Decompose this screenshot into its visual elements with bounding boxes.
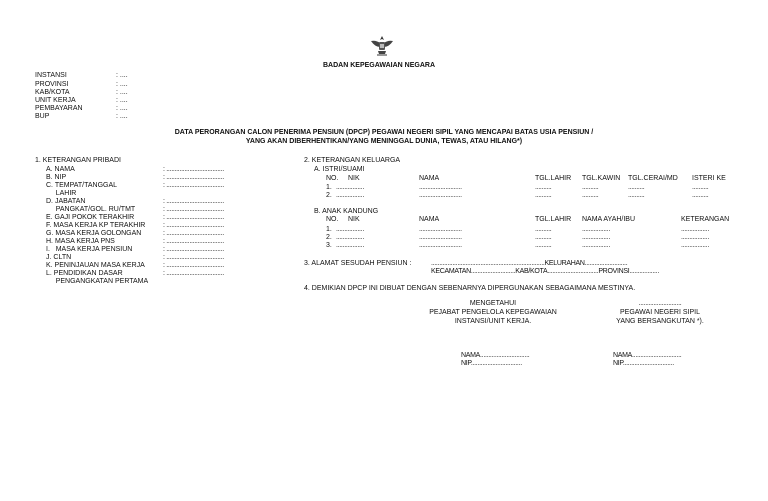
child-row-nik: .................: [336, 242, 364, 249]
info-label-bup: BUP: [35, 113, 50, 120]
sig-left-line2: PEJABAT PENGELOLA KEPEGAWAIAN: [429, 309, 557, 316]
spouse-row-tglcerai: ..........: [628, 184, 645, 191]
personal-value: : ...................................: [163, 166, 224, 173]
personal-value: : ...................................: [163, 206, 224, 213]
personal-value: : ...................................: [163, 270, 224, 277]
garuda-emblem-icon: [369, 33, 395, 59]
personal-value: : ...................................: [163, 246, 224, 253]
children-header-namaayahibu: NAMA AYAH/IBU: [582, 216, 636, 223]
spouse-header-tgllahir: TGL.LAHIR: [535, 175, 572, 182]
children-header-keterangan: KETERANGAN: [681, 216, 730, 223]
sig-left-nip: NIP...............................: [461, 360, 522, 367]
personal-label: G. MASA KERJA GOLONGAN: [46, 230, 142, 237]
spouse-row-nama: ..........................: [419, 192, 462, 199]
personal-value: : ...................................: [163, 174, 224, 181]
children-header-nama: NAMA: [419, 216, 440, 223]
child-row-keterangan: .................: [681, 242, 709, 249]
personal-label: LAHIR: [46, 190, 77, 197]
personal-value: : ...................................: [163, 254, 224, 261]
child-row-no: 2.: [326, 234, 332, 241]
personal-label: F. MASA KERJA KP TERAKHIR: [46, 222, 146, 229]
child-row-nik: .................: [336, 226, 364, 233]
sig-right-line3: YANG BERSANGKUTAN *).: [616, 318, 704, 325]
section2-heading: 2. KETERANGAN KELUARGA: [304, 157, 401, 164]
personal-value: : ...................................: [163, 238, 224, 245]
personal-label: L. PENDIDIKAN DASAR: [46, 270, 123, 277]
children-subheading: B. ANAK KANDUNG: [314, 208, 379, 215]
personal-value: : ...................................: [163, 214, 224, 221]
personal-label: E. GAJI POKOK TERAKHIR: [46, 214, 135, 221]
spouse-subheading: A. ISTRI/SUAMI: [314, 166, 365, 173]
personal-label: D. JABATAN: [46, 198, 86, 205]
spouse-header-tglcerai: TGL.CERAI/MD: [628, 175, 678, 182]
spouse-header-nik: NIK: [348, 175, 360, 182]
declaration-text: 4. DEMIKIAN DPCP INI DIBUAT DENGAN SEBENARNYA DIPERGUNAKAN SEBAGAIMANA MESTINYA.: [304, 285, 636, 292]
child-row-tgllahir: ..........: [535, 242, 552, 249]
child-row-no: 1.: [326, 226, 332, 233]
child-row-nik: .................: [336, 234, 364, 241]
spouse-row-nama: ..........................: [419, 184, 462, 191]
personal-label: B. NIP: [46, 174, 67, 181]
sig-right-nip: NIP...............................: [613, 360, 674, 367]
document-title-line1: DATA PERORANGAN CALON PENERIMA PENSIUN (DPCP) PEGAWAI NEGERI SIPIL YANG MENCAPAI BATAS USIA PENSIUN /: [174, 129, 594, 136]
info-label-instansi: INSTANSI: [35, 72, 67, 79]
personal-label: C. TEMPAT/TANGGAL: [46, 182, 118, 189]
info-value-pembayaran: : ....: [116, 105, 128, 112]
personal-value: : ...................................: [163, 262, 224, 269]
spouse-row-nik: .................: [336, 192, 364, 199]
children-header-tgllahir: TGL.LAHIR: [535, 216, 572, 223]
personal-label: PENGANGKATAN PERTAMA: [46, 278, 149, 285]
personal-label: H. MASA KERJA PNS: [46, 238, 115, 245]
agency-title: BADAN KEPEGAWAIAN NEGARA: [323, 62, 436, 69]
spouse-row-no: 1.: [326, 184, 332, 191]
personal-label: PANGKAT/GOL. RU/TMT: [46, 206, 136, 213]
info-value-bup: : ....: [116, 113, 128, 120]
spouse-row-tglcerai: ..........: [628, 192, 645, 199]
personal-label: J. CLTN: [46, 254, 72, 261]
spouse-header-nama: NAMA: [419, 175, 440, 182]
document-title-line2: YANG AKAN DIBERHENTIKAN/YANG MENINGGAL DUNIA, TEWAS, ATAU HILANG*): [245, 138, 523, 145]
spouse-header-no: NO.: [326, 175, 339, 182]
spouse-row-nik: .................: [336, 184, 364, 191]
spouse-row-no: 2.: [326, 192, 332, 199]
info-value-kabkota: : ....: [116, 89, 128, 96]
spouse-header-tglkawin: TGL.KAWIN: [582, 175, 621, 182]
spouse-row-isterike: ..........: [692, 184, 709, 191]
spouse-row-tglkawin: ..........: [582, 184, 599, 191]
info-label-provinsi: PROVINSI: [35, 81, 69, 88]
address-label: 3. ALAMAT SESUDAH PENSIUN :: [304, 260, 412, 267]
sig-right-line2: PEGAWAI NEGERI SIPIL: [619, 309, 700, 316]
section1-heading: 1. KETERANGAN PRIBADI: [35, 157, 121, 164]
info-label-kabkota: KAB/KOTA: [35, 89, 70, 96]
spouse-row-isterike: ..........: [692, 192, 709, 199]
spouse-row-tgllahir: ..........: [535, 192, 552, 199]
child-row-namaayahibu: .................: [582, 234, 610, 241]
child-row-nama: ..........................: [419, 234, 462, 241]
personal-value: : ...................................: [163, 222, 224, 229]
children-header-nik: NIK: [348, 216, 360, 223]
info-value-instansi: : ....: [116, 72, 128, 79]
address-line2: KECAMATAN...........................KAB/KOTA...............................PROVINSI..................: [431, 268, 659, 275]
info-value-unitkerja: : ....: [116, 97, 128, 104]
sig-right-name: NAMA..............................: [613, 352, 682, 359]
info-label-pembayaran: PEMBAYARAN: [35, 105, 83, 112]
personal-label: K. PENINJAUAN MASA KERJA: [46, 262, 145, 269]
child-row-keterangan: .................: [681, 234, 709, 241]
child-row-namaayahibu: .................: [582, 242, 610, 249]
spouse-row-tglkawin: ..........: [582, 192, 599, 199]
sig-left-name: NAMA..............................: [461, 352, 530, 359]
info-label-unitkerja: UNIT KERJA: [35, 97, 76, 104]
sig-left-line3: INSTANSI/UNIT KERJA.: [454, 318, 532, 325]
sig-left-line1: MENGETAHUI: [469, 300, 517, 307]
child-row-nama: ..........................: [419, 242, 462, 249]
children-header-no: NO.: [326, 216, 339, 223]
personal-label: I. MASA KERJA PENSIUN: [46, 246, 133, 253]
spouse-row-tgllahir: ..........: [535, 184, 552, 191]
personal-label: A. NAMA: [46, 166, 75, 173]
child-row-no: 3.: [326, 242, 332, 249]
info-value-provinsi: : ....: [116, 81, 128, 88]
child-row-tgllahir: ..........: [535, 234, 552, 241]
child-row-nama: ..........................: [419, 226, 462, 233]
sig-right-line1: ..........................: [638, 300, 682, 307]
personal-value: : ...................................: [163, 182, 224, 189]
child-row-keterangan: .................: [681, 226, 709, 233]
child-row-tgllahir: ..........: [535, 226, 552, 233]
spouse-header-isterike: ISTERI KE: [692, 175, 726, 182]
personal-value: : ...................................: [163, 230, 224, 237]
personal-value: : ...................................: [163, 198, 224, 205]
address-line1: .....................................................................KELURAHAN..........................: [431, 260, 628, 267]
child-row-namaayahibu: .................: [582, 226, 610, 233]
